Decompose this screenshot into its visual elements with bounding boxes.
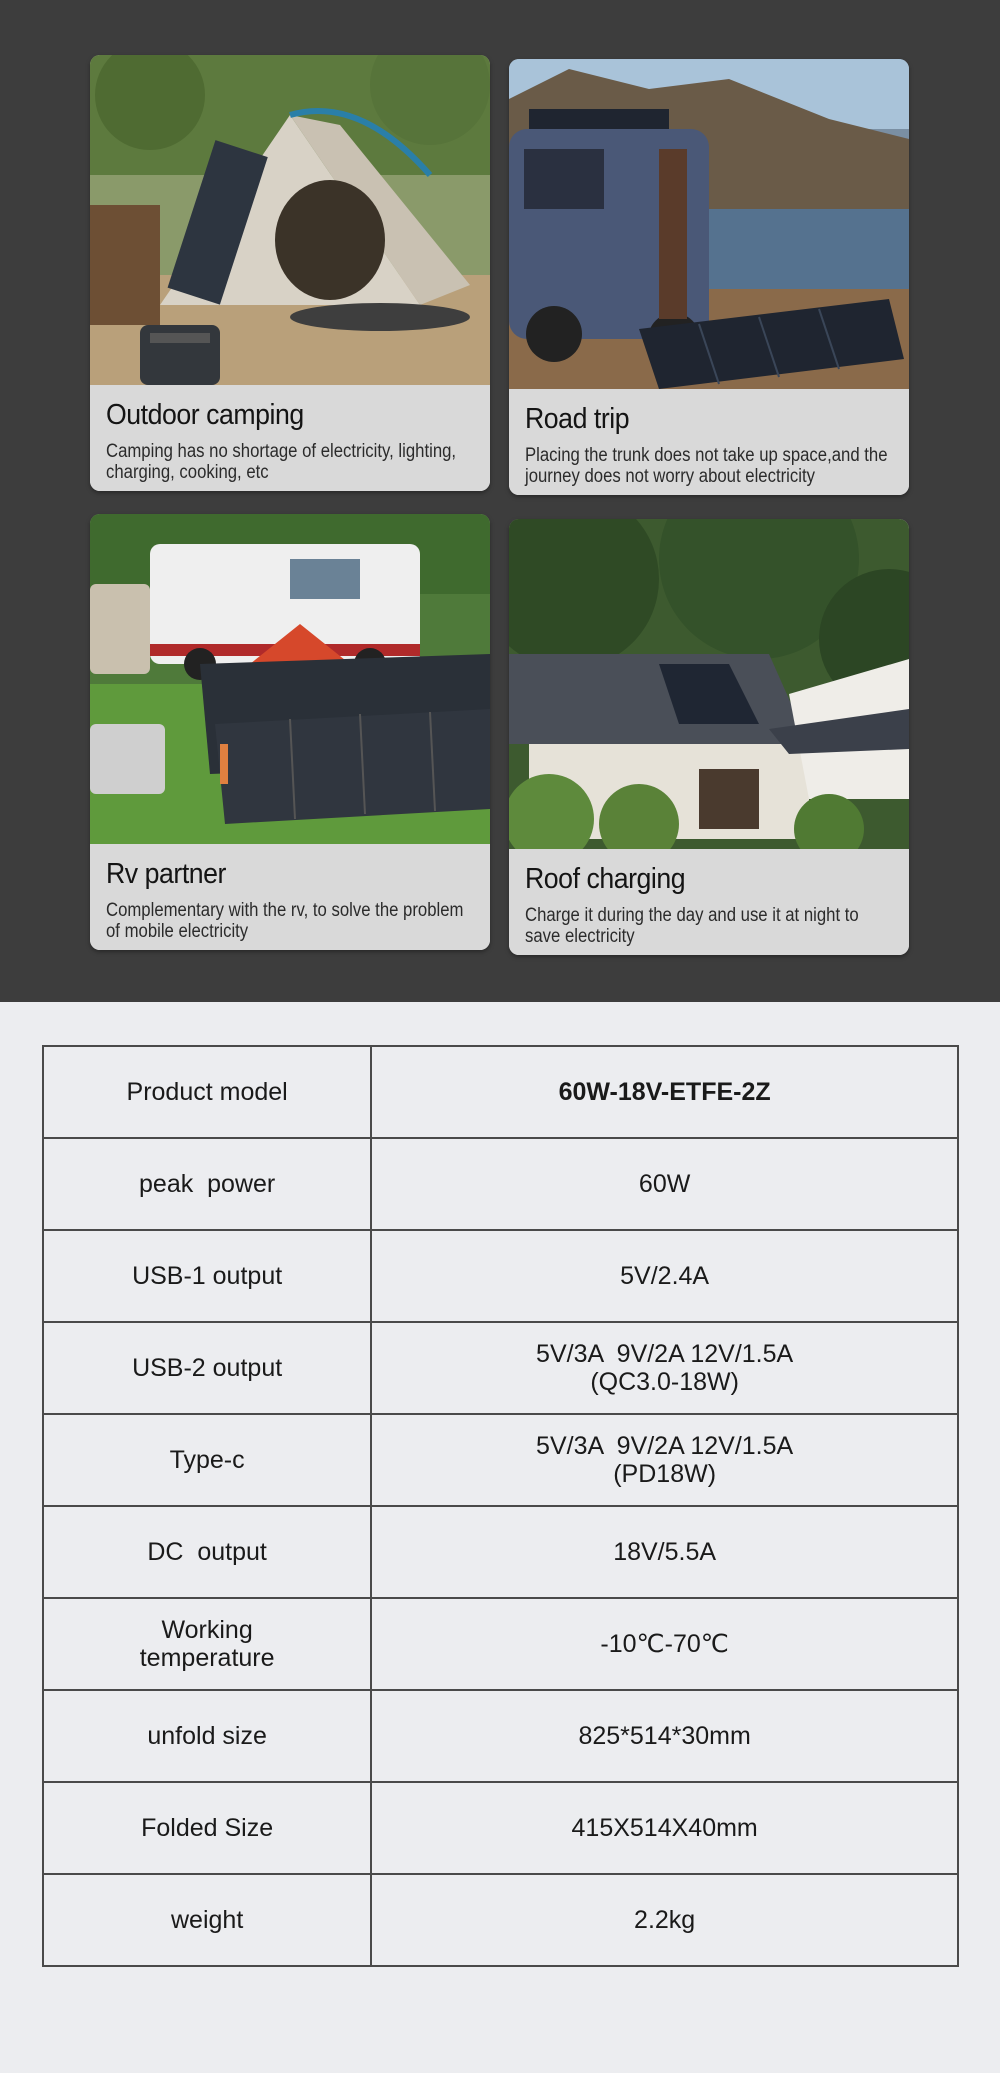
outdoor-camping-photo [90, 55, 490, 385]
spec-value: 60W [371, 1138, 958, 1230]
scenario-title: Roof charging [525, 863, 686, 895]
spec-value-note: (PD18W) [613, 1460, 717, 1488]
spec-label: USB-1 output [43, 1230, 371, 1322]
spec-label: DC output [43, 1506, 371, 1598]
spec-value-cell [371, 1414, 958, 1506]
spec-label-cell [43, 1598, 371, 1690]
scenario-description: Charge it during the day and use it at night to save electricity [525, 905, 859, 947]
spec-value: 415X514X40mm [371, 1782, 958, 1874]
scenario-description: Camping has no shortage of electricity, lighting, charging, cooking, etc [106, 441, 457, 483]
spec-table [42, 1045, 959, 1967]
scenario-card-roof-charging [509, 519, 909, 955]
spec-value: 60W-18V-ETFE-2Z [371, 1046, 958, 1138]
spec-value: 5V/2.4A [371, 1230, 958, 1322]
table-row [43, 1874, 958, 1966]
table-row [43, 1690, 958, 1782]
table-row [43, 1230, 958, 1322]
table-row [43, 1506, 958, 1598]
scenario-card-road-trip [509, 59, 909, 495]
spec-label: unfold size [43, 1690, 371, 1782]
scenario-description: Placing the trunk does not take up space,and the journey does not worry about electricity [525, 445, 888, 487]
table-row [43, 1138, 958, 1230]
road-trip-photo [509, 59, 909, 389]
rv-partner-photo [90, 514, 490, 844]
scenario-description: Complementary with the rv, to solve the problem of mobile electricity [106, 900, 464, 942]
spec-label: Type-c [43, 1414, 371, 1506]
table-row [43, 1782, 958, 1874]
usage-scenarios-section [0, 0, 1000, 1002]
spec-label: Folded Size [43, 1782, 371, 1874]
spec-value-cell [371, 1322, 958, 1414]
spec-label: Working [161, 1616, 253, 1644]
spec-label: Product model [43, 1046, 371, 1138]
spec-label: weight [43, 1874, 371, 1966]
scenario-title: Rv partner [106, 858, 226, 890]
table-row [43, 1414, 958, 1506]
roof-charging-photo [509, 519, 909, 849]
scenario-title: Road trip [525, 403, 630, 435]
table-row [43, 1046, 958, 1138]
table-row [43, 1322, 958, 1414]
spec-value: 2.2kg [371, 1874, 958, 1966]
spec-value: 825*514*30mm [371, 1690, 958, 1782]
scenario-card-outdoor-camping [90, 55, 490, 491]
spec-label: peak power [43, 1138, 371, 1230]
spec-value: 5V/3A 9V/2A 12V/1.5A [536, 1432, 794, 1460]
spec-value: -10℃-70℃ [371, 1598, 958, 1690]
scenario-card-rv-partner [90, 514, 490, 950]
spec-value-note: (QC3.0-18W) [590, 1368, 739, 1396]
spec-label: USB-2 output [43, 1322, 371, 1414]
table-row [43, 1598, 958, 1690]
spec-label-line2: temperature [139, 1644, 275, 1672]
spec-value: 5V/3A 9V/2A 12V/1.5A [536, 1340, 794, 1368]
scenario-title: Outdoor camping [106, 399, 304, 431]
spec-value: 18V/5.5A [371, 1506, 958, 1598]
